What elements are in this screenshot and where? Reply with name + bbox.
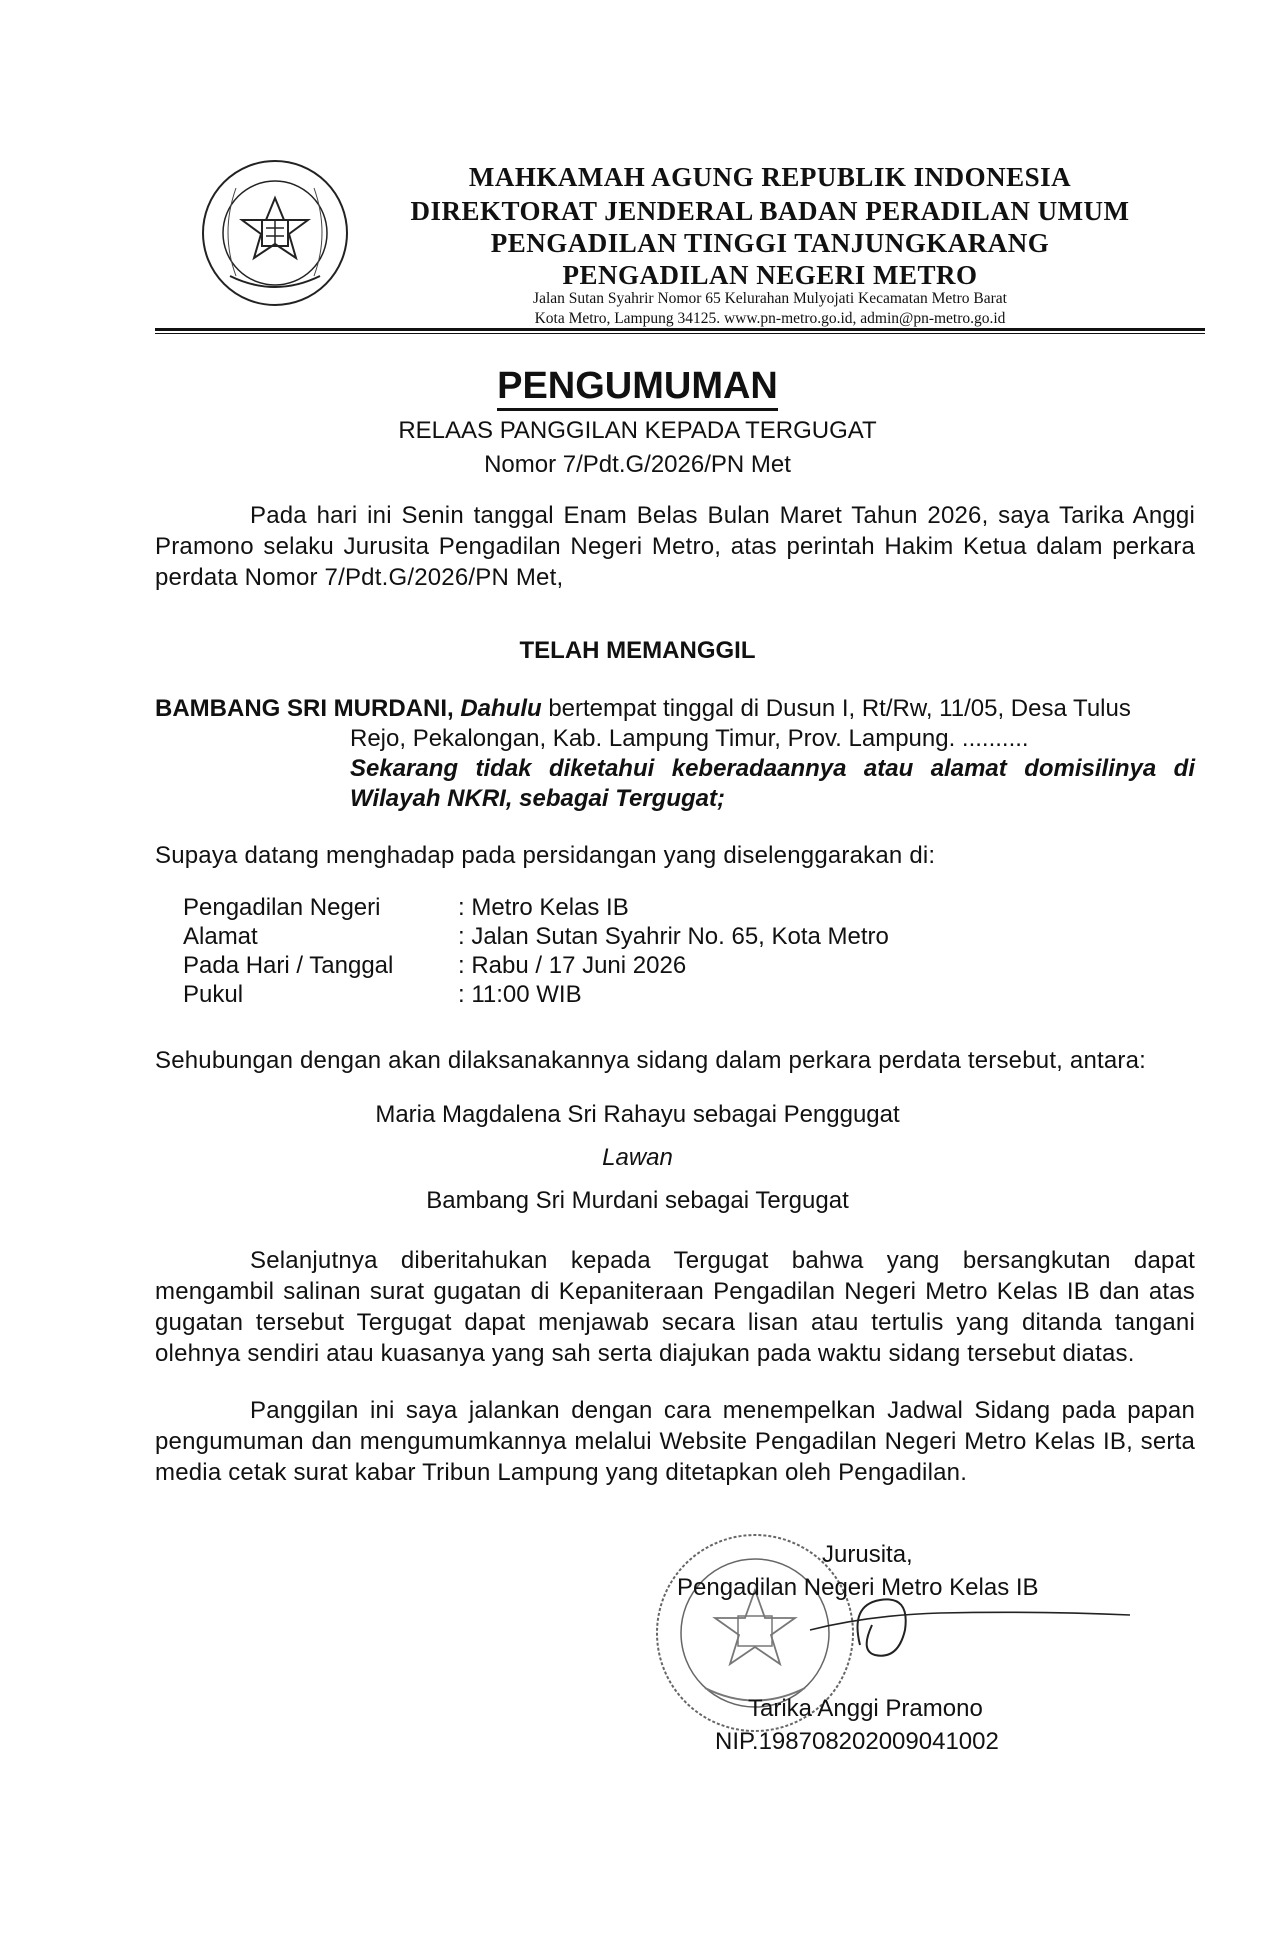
case-number: Nomor 7/Pdt.G/2026/PN Met	[484, 451, 791, 478]
header-divider-thin	[155, 333, 1205, 334]
regarding-text: Sehubungan dengan akan dilaksanakannya sidang dalam perkara perdata tersebut, antara:	[155, 1047, 1147, 1074]
defendant-name: BAMBANG SRI MURDANI,	[155, 695, 454, 722]
notice-paragraph-2: Panggilan ini saya jalankan dengan cara menempelkan Jadwal Sidang pada papan pengumuman dan mengumumkannya melalui Website Pengadilan Negeri Metro Kelas IB, serta media cetak surat kabar Tribun Lampung yang ditetapkan oleh Pengadilan.	[155, 1397, 1195, 1486]
schedule-value: : Metro Kelas IB	[458, 894, 629, 921]
header-address-2: Kota Metro, Lampung 34125. www.pn-metro.go.id, admin@pn-metro.go.id	[534, 310, 1006, 327]
defendant-block	[155, 694, 1195, 814]
schedule-label: Pada Hari / Tanggal	[183, 952, 394, 979]
header-line-4: PENGADILAN NEGERI METRO	[562, 260, 978, 290]
hearing-schedule	[183, 893, 889, 1009]
header-line-2: DIREKTORAT JENDERAL BADAN PERADILAN UMUM	[410, 196, 1130, 226]
opening-paragraph: Pada hari ini Senin tanggal Enam Belas Bulan Maret Tahun 2026, saya Tarika Anggi Pramono selaku Jurusita Pengadilan Negeri Metro, atas perintah Hakim Ketua dalam perkara perdata Nomor 7/Pdt.G/2026/PN Met,	[155, 502, 1195, 591]
schedule-row	[183, 922, 889, 951]
defendant-line-center: Bambang Sri Murdani sebagai Tergugat	[426, 1187, 849, 1214]
title-text: PENGUMUMAN	[497, 365, 778, 411]
schedule-label: Alamat	[183, 923, 258, 950]
defendant-address-1: bertempat tinggal di Dusun I, Rt/Rw, 11/05, Desa Tulus	[548, 695, 1131, 722]
dahulu-label: Dahulu	[460, 695, 542, 722]
summons-text: Supaya datang menghadap pada persidangan yang diselenggarakan di:	[155, 842, 936, 869]
schedule-row	[183, 980, 889, 1009]
section-heading: TELAH MEMANGGIL	[519, 637, 756, 664]
schedule-value: : Jalan Sutan Syahrir No. 65, Kota Metro	[458, 923, 889, 950]
schedule-label: Pukul	[183, 981, 244, 1008]
subtitle: RELAAS PANGGILAN KEPADA TERGUGAT	[398, 417, 877, 444]
header-line-3: PENGADILAN TINGGI TANJUNGKARANG	[490, 228, 1050, 258]
header-divider	[155, 328, 1205, 331]
defendant-status: Sekarang tidak diketahui keberadaannya atau alamat domisilinya di Wilayah NKRI, sebagai Tergugat;	[350, 755, 1195, 812]
notice-paragraph-1: Selanjutnya diberitahukan kepada Tergugat bahwa yang bersangkutan dapat mengambil salinan surat gugatan di Kepaniteraan Pengadilan Negeri Metro Kelas IB dan atas gugatan tersebut Tergugat dapat menjawab secara lisan atau tertulis yang ditanda tangani olehnya sendiri atau kuasanya yang sah serta diajukan pada waktu sidang tersebut diatas.	[155, 1247, 1195, 1367]
plaintiff-line: Maria Magdalena Sri Rahayu sebagai Penggugat	[375, 1101, 900, 1128]
versus-line: Lawan	[602, 1144, 673, 1171]
schedule-row	[183, 893, 889, 922]
defendant-address-2: Rejo, Pekalongan, Kab. Lampung Timur, Prov. Lampung. ..........	[350, 725, 1029, 752]
signer-nip: NIP.198708202009041002	[715, 1728, 999, 1755]
court-emblem-icon	[200, 158, 350, 308]
signer-name: Tarika Anggi Pramono	[748, 1695, 983, 1722]
handwritten-signature-icon	[780, 1585, 1140, 1695]
page-title	[0, 364, 1275, 408]
defendant-line	[155, 694, 1195, 724]
header-line-1: MAHKAMAH AGUNG REPUBLIK INDONESIA	[468, 162, 1072, 192]
schedule-value: : Rabu / 17 Juni 2026	[458, 952, 687, 979]
signer-role: Jurusita,	[822, 1541, 913, 1568]
schedule-label: Pengadilan Negeri	[183, 894, 381, 921]
signer-office: Pengadilan Negeri Metro Kelas IB	[677, 1574, 1039, 1601]
schedule-value: : 11:00 WIB	[458, 981, 582, 1008]
schedule-row	[183, 951, 889, 980]
header-address-1: Jalan Sutan Syahrir Nomor 65 Kelurahan Mulyojati Kecamatan Metro Barat	[533, 290, 1007, 307]
